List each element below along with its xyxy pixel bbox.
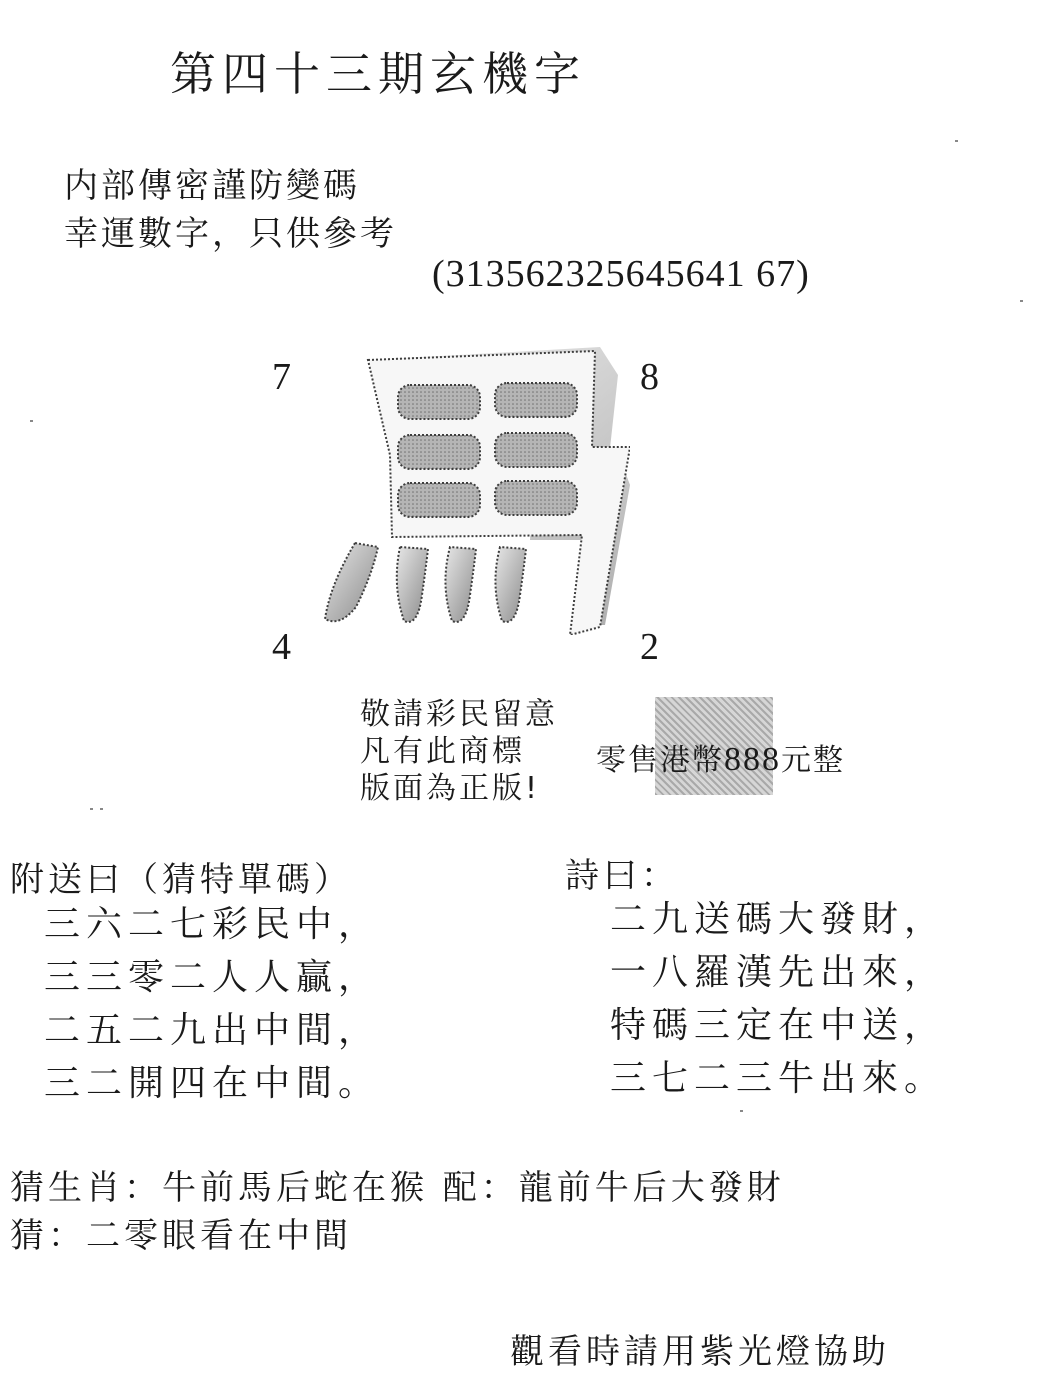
- right-section-title: 詩曰：: [565, 856, 679, 896]
- scan-speck: [740, 1110, 743, 1112]
- scan-speck: [1020, 300, 1023, 302]
- price-amount: 888: [724, 741, 781, 778]
- left-line-2: 三三零二人人贏，: [44, 957, 381, 998]
- corner-number-bottom-left: 4: [272, 626, 291, 668]
- right-line-4: 三七二三牛出來。: [610, 1058, 947, 1099]
- guess-number-line: 猜：二零眼看在中間: [10, 1216, 352, 1256]
- guess-zodiac-line: 猜生肖：牛前馬后蛇在猴 配：龍前牛后大發財: [10, 1168, 785, 1208]
- left-line-1: 三六二七彩民中，: [44, 904, 381, 945]
- right-line-3: 特碼三定在中送，: [610, 1005, 947, 1046]
- scan-speck: [955, 140, 958, 142]
- notice-line-3: 版面為正版!: [360, 771, 541, 806]
- header-line-1: 内部傳密謹防變碼: [64, 166, 360, 206]
- lucky-digits: (313562325645641 67): [432, 253, 810, 295]
- horse-character-illustration: [300, 335, 630, 635]
- right-line-1: 二九送碼大發財，: [610, 899, 947, 940]
- price-prefix: 零售港幣: [596, 743, 724, 778]
- page-title: 第四十三期玄機字: [170, 47, 586, 101]
- left-line-3: 二五二九出中間，: [44, 1010, 381, 1051]
- right-line-2: 一八羅漢先出來，: [610, 952, 947, 993]
- scan-speck: [90, 808, 93, 810]
- left-line-4: 三二開四在中間。: [44, 1063, 381, 1104]
- left-section-title: 附送曰（猜特單碼）: [10, 860, 352, 900]
- scan-speck: [100, 808, 103, 810]
- notice-line-2: 凡有此商標: [360, 734, 525, 769]
- scan-speck: [30, 420, 33, 422]
- notice-line-1: 敬請彩民留意: [360, 697, 558, 732]
- corner-number-top-left: 7: [272, 356, 291, 398]
- horse-glyph-legs: [325, 543, 526, 622]
- corner-number-top-right: 8: [640, 356, 659, 398]
- footer-uv-note: 觀看時請用紫光燈協助: [510, 1332, 890, 1372]
- header-line-2: 幸運數字，只供參考: [64, 214, 397, 254]
- price-text: [596, 735, 845, 779]
- corner-number-bottom-right: 2: [640, 626, 659, 668]
- price-suffix: 元整: [781, 743, 845, 778]
